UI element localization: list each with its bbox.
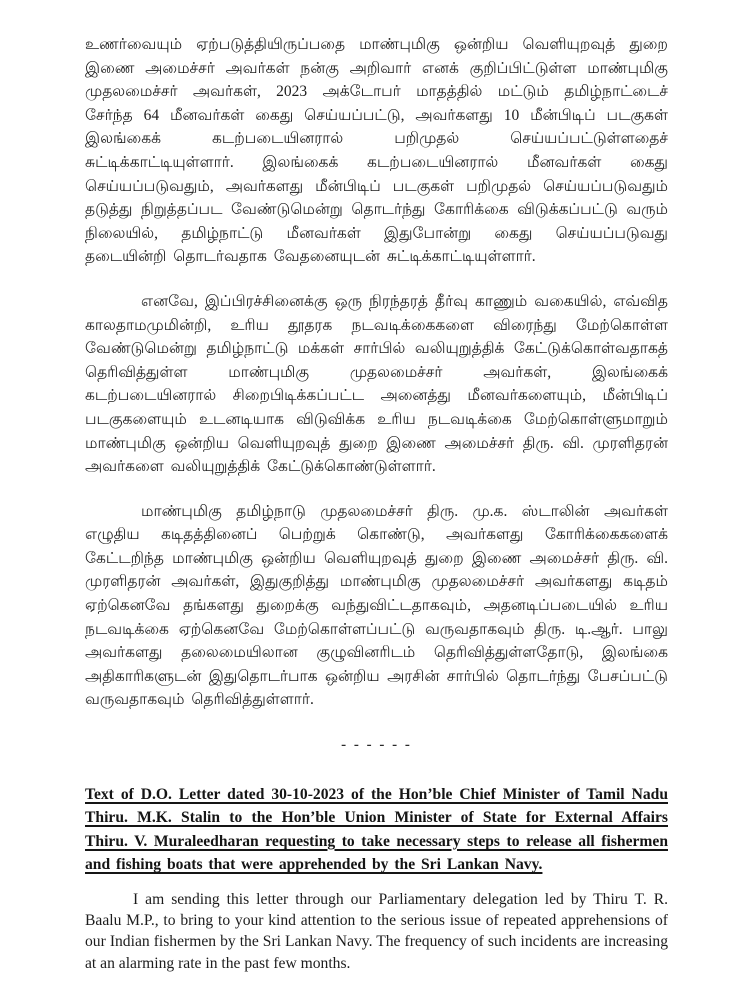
english-paragraph: I am sending this letter through our Parliamentary delegation led by Thiru T. R. Baalu M.P., to bring to your kind attention to the serious issue of repeated apprehensions of our Indian fishermen by the Sri Lankan Navy. The frequency of such incidents are increasing at an alarming rate in the past few months. <box>85 890 668 972</box>
tamil-paragraph-2: எனவே, இப்பிரச்சினைக்கு ஒரு நிரந்தரத் தீர்வு காணும் வகையில், எவ்வித காலதாமமுமின்றி, உரிய தூதரக நடவடிக்கைகளை விரைந்து மேற்கொள்ள வேண்டுமென்று தமிழ்நாட்டு மக்கள் சார்பில் வலியுறுத்திக் கேட்டுக்கொள்வதாகத் தெரிவித்துள்ள மாண்புமிகு முதலமைச்சர் அவர்கள், இலங்கைக் கடற்படையினரால் சிறைபிடிக்கப்பட்ட அனைத்து மீனவர்களையும், மீன்பிடிப் படகுகளையும் உடனடியாக விடுவிக்க உரிய நடவடிக்கை மேற்கொள்ளுமாறும் மாண்புமிகு ஒன்றிய வெளியுறவுத் துறை இணை அமைச்சர் திரு. வி. முரளிதரன் அவர்களை வலியுறுத்திக் கேட்டுக்கொண்டுள்ளார். <box>85 292 668 476</box>
tamil-paragraph-3: மாண்புமிகு தமிழ்நாடு முதலமைச்சர் திரு. மு.க. ஸ்டாலின் அவர்கள் எழுதிய கடிதத்தினைப் பெற்றுக் கொண்டு, அவர்களது கோரிக்கைகளைக் கேட்டறிந்த மாண்புமிகு ஒன்றிய வெளியுறவுத் துறை இணை அமைச்சர் திரு. வி. முரளிதரன் அவர்கள், இதுகுறித்து மாண்புமிகு முதலமைச்சர் அவர்களது கடிதம் ஏற்கெனவே தங்களது துறைக்கு வந்துவிட்டதாகவும், அதனடிப்படையில் உரிய நடவடிக்கை ஏற்கெனவே மேற்கொள்ளப்பட்டு வருவதாகவும் திரு. டி.ஆர். பாலு அவர்களது தலைமையிலான குழுவினரிடம் தெரிவித்துள்ளதோடு, இலங்கை அதிகாரிகளுடன் இதுதொடர்பாக ஒன்றிய அரசின் சார்பில் தொடர்ந்து பேசப்பட்டு வருவதாகவும் தெரிவித்துள்ளார். <box>85 502 668 709</box>
section-separator: - - - - - - <box>341 737 412 754</box>
tamil-paragraph-1: உணர்வையும் ஏற்படுத்தியிருப்பதை மாண்புமிகு ஒன்றிய வெளியுறவுத் துறை இணை அமைச்சர் அவர்கள் நன்கு அறிவார் எனக் குறிப்பிட்டுள்ள மாண்புமிகு முதலமைச்சர் அவர்கள், 2023 அக்டோபர் மாதத்தில் மட்டும் தமிழ்நாட்டைச் சேர்ந்த 64 மீனவர்கள் கைது செய்யப்பட்டு, அவர்களது 10 மீன்பிடிப் படகுகள் இலங்கைக் கடற்படையினரால் பறிமுதல் செய்யப்பட்டுள்ளதைச் சுட்டிக்காட்டியுள்ளார். இலங்கைக் கடற்படையினரால் மீனவர்கள் கைது செய்யப்படுவதும், அவர்களது மீன்பிடிப் படகுகள் பறிமுதல் செய்யப்படுவதும் தடுத்து நிறுத்தப்பட வேண்டுமென்று தொடர்ந்து கோரிக்கை விடுக்கப்பட்டு வரும் நிலையில், தமிழ்நாட்டு மீனவர்கள் இதுபோன்று கைது செய்யப்படுவது தடையின்றி தொடர்வதாக வேதனையுடன் சுட்டிக்காட்டியுள்ளார். <box>85 36 668 266</box>
letter-heading: Text of D.O. Letter dated 30-10-2023 of the Hon’ble Chief Minister of Tamil Nadu Thiru. M.K. Stalin to the Hon’ble Union Minister of State for External Affairs Thiru. V. Muraleedharan requesting to take necessary steps to release all fishermen and fishing boats that were apprehended by the Sri Lankan Navy. <box>85 786 668 874</box>
